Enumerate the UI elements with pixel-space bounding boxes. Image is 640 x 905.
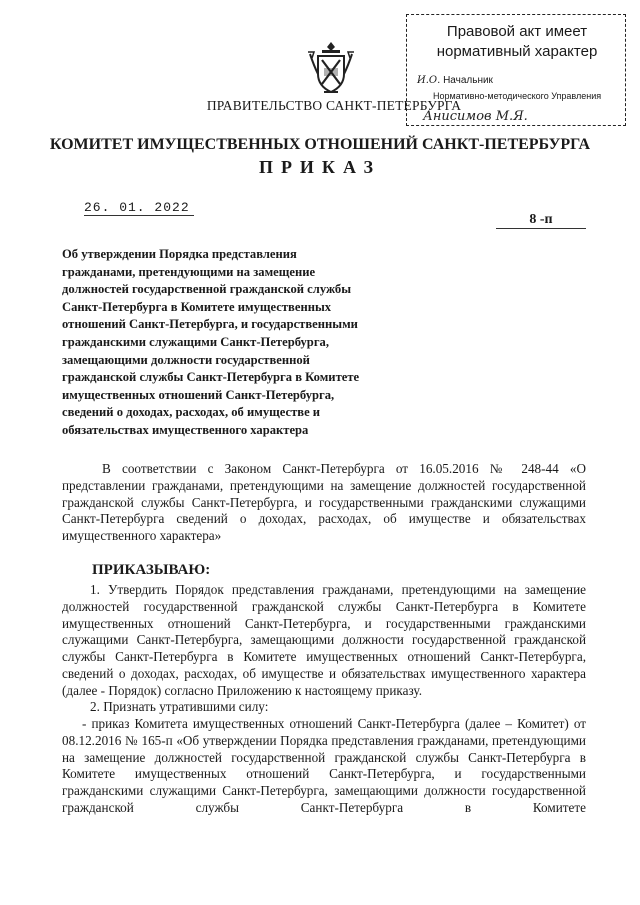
order-subject: Об утверждении Порядка представления гражданами, претендующими на замещение должностей государственной гражданской службы Санкт-Петербурга в Комитете имущественных отношений Санкт-Петербурга, и государственными гражданскими служащими Санкт-Петербурга, замещающими должности государственной гражданской службы Санкт-Петербурга в Комитете имущественных отношений Санкт-Петербурга, сведений о доходах, расходах, об имуществе и обязательствах имущественного характера	[62, 247, 360, 437]
coat-of-arms-icon	[306, 40, 356, 96]
document-type: ПРИКАЗ	[258, 157, 382, 177]
stamp-handwritten-prefix: И.О.	[417, 75, 441, 86]
order-item-2: 2. Признать утратившими силу:	[90, 699, 269, 714]
order-number: 8 -п	[496, 212, 586, 229]
committee-title: КОМИТЕТ ИМУЩЕСТВЕННЫХ ОТНОШЕНИЙ САНКТ-ПЕТЕРБУРГА	[49, 136, 591, 153]
stamp-position-title: Начальник	[443, 75, 493, 86]
order-item-1: 1. Утвердить Порядок представления гражданами, претендующими на замещение должностей государственной гражданской службы Санкт-Петербурга в Комитете имущественных отношений Санкт-Петербурга, и государственными гражданскими служащими Санкт-Петербурга, замещающими должности государственной гражданской службы Санкт-Петербурга в Комитете имущественных отношений Санкт-Петербурга, сведений о доходах, расходах, об имуществе и обязательствах имущественного характера (далее - Порядок) согласно Приложению к настоящему приказу.	[62, 582, 586, 698]
order-word: ПРИКАЗЫВАЮ:	[92, 562, 211, 578]
stamp-line-1: Правовой акт имеет	[446, 23, 588, 40]
stamp-line-2: нормативный характер	[436, 43, 598, 60]
stamp-position	[417, 75, 493, 86]
stamp-department: Нормативно-методического Управления	[433, 91, 602, 101]
preamble-paragraph: В соответствии с Законом Санкт-Петербурга от 16.05.2016 № 248-44 «О представлении гражданами, претендующими на замещение должностей государственной гражданской службы Санкт-Петербурга, и государственными гражданскими служащими Санкт-Петербурга сведений о доходах, расходах, об имуществе и обязательствах имущественного характера»	[62, 461, 586, 544]
order-item-2-subitem: - приказ Комитета имущественных отношений Санкт-Петербурга (далее – Комитет) от 08.12.2016 № 165-п «Об утверждении Порядка представления гражданами, претендующими на замещение должностей государственной гражданской службы Санкт-Петербурга в Комитете имущественных отношений Санкт-Петербурга, и государственными гражданскими служащими Санкт-Петербурга, замещающими должности государственной гражданской службы Санкт-Петербурга в Комитете	[62, 716, 586, 815]
stamp-signature: Анисимов М.Я.	[423, 109, 528, 124]
order-date: 26. 01. 2022	[84, 200, 194, 216]
government-header: ПРАВИТЕЛЬСТВО САНКТ-ПЕТЕРБУРГА	[206, 98, 462, 113]
